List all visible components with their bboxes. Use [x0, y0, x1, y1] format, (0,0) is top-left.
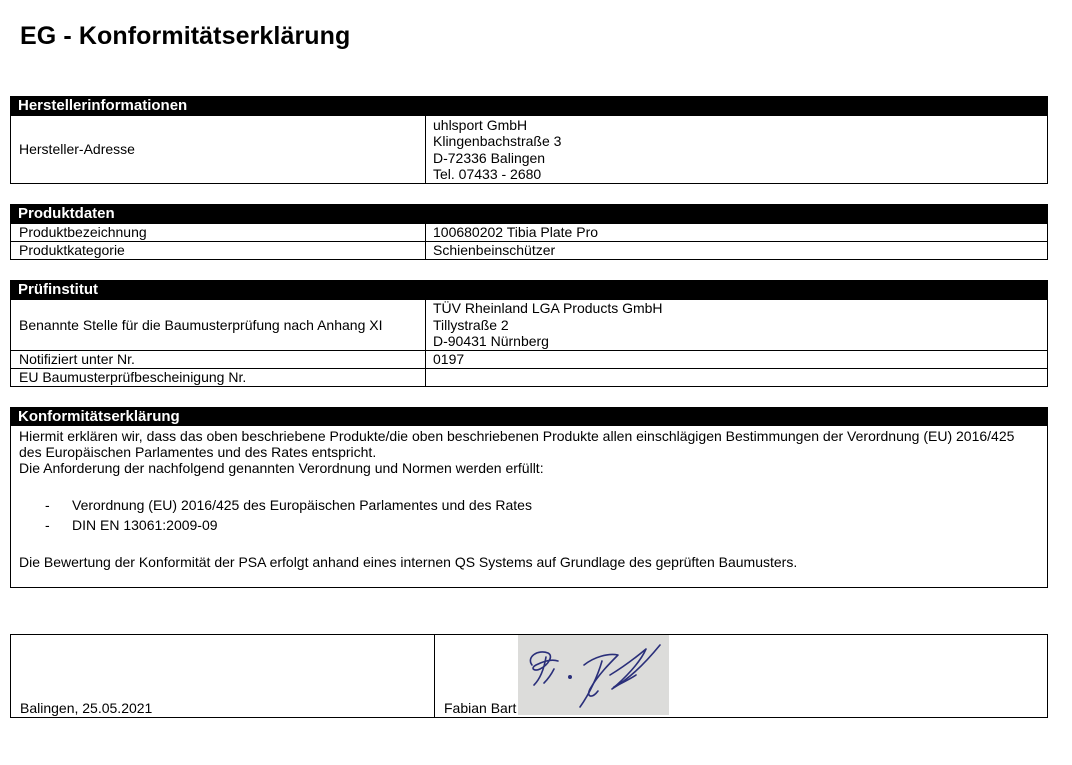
address-line: uhlsport GmbH — [433, 116, 528, 133]
notified-number-label: Notifiziert unter Nr. — [11, 350, 426, 368]
product-name-value: 100680202 Tibia Plate Pro — [426, 224, 1048, 242]
address-line: Klingenbachstraße 3 — [433, 133, 562, 149]
product-table — [10, 223, 1048, 260]
list-dash: - — [45, 517, 50, 533]
declaration-section — [10, 407, 1048, 588]
address-label: Hersteller-Adresse — [11, 116, 426, 184]
table-row — [11, 368, 1048, 386]
list-item — [19, 515, 1039, 535]
address-line: Tel. 07433 - 2680 — [433, 166, 542, 182]
institute-table — [10, 299, 1048, 387]
manufacturer-section — [10, 96, 1048, 184]
address-value — [426, 116, 1048, 184]
certificate-value — [426, 368, 1048, 386]
document-title: EG - Konformitätserklärung — [20, 22, 351, 50]
list-item — [19, 495, 1039, 515]
institute-line: TÜV Rheinland LGA Products GmbH — [433, 300, 663, 316]
notified-body-value — [426, 300, 1048, 351]
notified-body-label: Benannte Stelle für die Baumusterprüfung nach Anhang XI — [11, 300, 426, 351]
standards-list — [19, 495, 1039, 535]
place-date: Balingen, 25.05.2021 — [20, 700, 153, 716]
product-header: Produktdaten — [10, 204, 1048, 223]
declaration-body — [10, 426, 1048, 588]
list-item-text: Verordnung (EU) 2016/425 des Europäischen Parlamentes und des Rates — [72, 497, 532, 513]
institute-section — [10, 280, 1048, 387]
certificate-label: EU Baumusterprüfbescheinigung Nr. — [11, 368, 426, 386]
table-row — [11, 242, 1048, 260]
manufacturer-header: Herstellerinformationen — [10, 96, 1048, 115]
handwritten-signature — [518, 635, 669, 715]
manufacturer-table — [10, 115, 1048, 184]
declaration-header: Konformitätserklärung — [10, 407, 1048, 426]
declaration-assessment: Die Bewertung der Konformität der PSA erfolgt anhand eines internen QS Systems auf Grundlage des geprüften Baumusters. — [19, 554, 798, 570]
product-name-label: Produktbezeichnung — [11, 224, 426, 242]
product-section — [10, 204, 1048, 260]
product-category-value: Schienbeinschützer — [426, 242, 1048, 260]
product-category-label: Produktkategorie — [11, 242, 426, 260]
signature-box — [10, 634, 1048, 718]
declaration-statement: Hiermit erklären wir, dass das oben beschriebene Produkte/die oben beschriebenen Produkte allen einschlägigen Bestimmungen der Verordnung (EU) 2016/425 des Europäischen Parlamentes und des Rates entspricht. — [19, 428, 1015, 460]
institute-line: D-90431 Nürnberg — [433, 333, 549, 349]
institute-line: Tillystraße 2 — [433, 316, 509, 333]
table-row — [11, 350, 1048, 368]
notified-number-value: 0197 — [426, 350, 1048, 368]
address-line: D-72336 Balingen — [433, 149, 546, 166]
table-row — [11, 224, 1048, 242]
institute-header: Prüfinstitut — [10, 280, 1048, 299]
signatory-name: Fabian Bart — [444, 700, 517, 716]
table-row — [11, 116, 1048, 184]
signature-scribble-icon — [518, 635, 669, 715]
table-row — [11, 300, 1048, 351]
declaration-requirements-intro: Die Anforderung der nachfolgend genannten Verordnung und Normen werden erfüllt: — [19, 460, 544, 476]
list-dash: - — [45, 497, 50, 513]
list-item-text: DIN EN 13061:2009-09 — [72, 517, 218, 533]
signature-place-cell — [11, 635, 435, 717]
